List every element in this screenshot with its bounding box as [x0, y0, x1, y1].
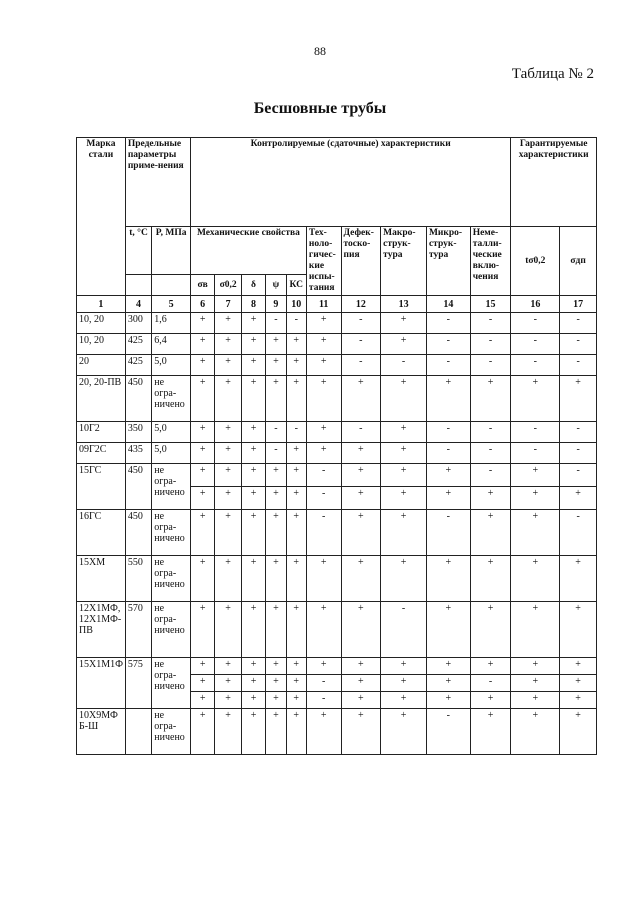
value-cell: -: [470, 464, 511, 487]
value-cell: +: [560, 487, 597, 510]
value-cell: +: [215, 602, 241, 658]
value-cell: -: [560, 355, 597, 376]
value-cell: -: [426, 355, 470, 376]
value-cell: +: [286, 355, 306, 376]
value-cell: +: [381, 692, 427, 709]
column-number: 1: [77, 296, 126, 313]
temperature-cell: [125, 709, 151, 755]
value-cell: +: [381, 376, 427, 422]
value-cell: +: [511, 510, 560, 556]
value-cell: +: [190, 658, 214, 675]
value-cell: +: [286, 510, 306, 556]
header-micro: Микро-струк-тура: [426, 227, 470, 296]
value-cell: +: [381, 709, 427, 755]
value-cell: +: [241, 334, 265, 355]
value-cell: +: [190, 376, 214, 422]
table-label: Таблица № 2: [511, 66, 594, 82]
value-cell: +: [266, 464, 286, 487]
value-cell: +: [241, 602, 265, 658]
table-row: [77, 510, 597, 556]
value-cell: +: [511, 709, 560, 755]
value-cell: +: [241, 376, 265, 422]
pressure-cell: не огра-ничено: [152, 556, 191, 602]
value-cell: +: [381, 334, 427, 355]
column-number: 15: [470, 296, 511, 313]
value-cell: +: [306, 422, 341, 443]
value-cell: -: [266, 422, 286, 443]
value-cell: +: [215, 422, 241, 443]
value-cell: +: [341, 443, 381, 464]
value-cell: -: [470, 675, 511, 692]
value-cell: -: [470, 334, 511, 355]
temperature-cell: 350: [125, 422, 151, 443]
column-number: 17: [560, 296, 597, 313]
value-cell: +: [470, 487, 511, 510]
value-cell: +: [266, 487, 286, 510]
temperature-cell: 450: [125, 510, 151, 556]
value-cell: +: [560, 556, 597, 602]
header-kc: КС: [286, 275, 306, 296]
value-cell: +: [306, 658, 341, 675]
value-cell: +: [341, 487, 381, 510]
value-cell: +: [190, 675, 214, 692]
value-cell: -: [470, 422, 511, 443]
table-row: [77, 709, 597, 755]
value-cell: +: [241, 692, 265, 709]
value-cell: +: [286, 602, 306, 658]
value-cell: +: [241, 510, 265, 556]
value-cell: -: [470, 355, 511, 376]
value-cell: -: [306, 464, 341, 487]
header-p-empty: [152, 275, 191, 296]
value-cell: +: [286, 709, 306, 755]
value-cell: -: [381, 355, 427, 376]
grade-cell: 16ГС: [77, 510, 126, 556]
temperature-cell: 450: [125, 464, 151, 510]
value-cell: +: [560, 658, 597, 675]
value-cell: +: [241, 675, 265, 692]
value-cell: +: [215, 487, 241, 510]
pressure-cell: 1,6: [152, 313, 191, 334]
value-cell: -: [266, 313, 286, 334]
value-cell: +: [470, 510, 511, 556]
value-cell: +: [266, 376, 286, 422]
table-row: [77, 355, 597, 376]
column-number: 14: [426, 296, 470, 313]
value-cell: +: [190, 422, 214, 443]
value-cell: +: [241, 443, 265, 464]
temperature-cell: 575: [125, 658, 151, 709]
value-cell: +: [266, 602, 286, 658]
table-row: [77, 313, 597, 334]
seamless-pipes-table: [76, 137, 597, 755]
grade-cell: 20: [77, 355, 126, 376]
header-p: P, МПа: [152, 227, 191, 275]
column-number: 8: [241, 296, 265, 313]
value-cell: +: [470, 658, 511, 675]
pressure-cell: 6,4: [152, 334, 191, 355]
value-cell: +: [241, 464, 265, 487]
value-cell: +: [190, 510, 214, 556]
value-cell: +: [341, 602, 381, 658]
value-cell: +: [241, 709, 265, 755]
value-cell: +: [286, 376, 306, 422]
value-cell: -: [511, 443, 560, 464]
column-number: 5: [152, 296, 191, 313]
column-number: 9: [266, 296, 286, 313]
value-cell: +: [341, 709, 381, 755]
value-cell: -: [560, 313, 597, 334]
value-cell: +: [470, 376, 511, 422]
value-cell: +: [381, 443, 427, 464]
value-cell: +: [286, 334, 306, 355]
value-cell: -: [511, 334, 560, 355]
value-cell: +: [511, 675, 560, 692]
value-cell: +: [286, 675, 306, 692]
value-cell: +: [560, 675, 597, 692]
value-cell: +: [190, 692, 214, 709]
grade-cell: 10, 20: [77, 334, 126, 355]
value-cell: -: [341, 355, 381, 376]
value-cell: -: [470, 443, 511, 464]
value-cell: +: [381, 556, 427, 602]
header-nonmetallic: Неме-талли-ческие вклю-чения: [470, 227, 511, 296]
temperature-cell: 425: [125, 355, 151, 376]
header-sigma-b: σв: [190, 275, 214, 296]
pressure-cell: не огра-ничено: [152, 464, 191, 510]
value-cell: +: [215, 675, 241, 692]
header-t: t, °C: [125, 227, 151, 275]
value-cell: -: [381, 602, 427, 658]
value-cell: +: [286, 487, 306, 510]
value-cell: +: [511, 376, 560, 422]
temperature-cell: 300: [125, 313, 151, 334]
value-cell: -: [426, 334, 470, 355]
pressure-cell: 5,0: [152, 355, 191, 376]
header-g1: tσ0,2: [511, 227, 560, 296]
value-cell: +: [215, 355, 241, 376]
value-cell: +: [190, 709, 214, 755]
column-number: 11: [306, 296, 341, 313]
grade-cell: 10Г2: [77, 422, 126, 443]
column-numbers-row: [77, 296, 597, 313]
value-cell: -: [286, 422, 306, 443]
value-cell: -: [511, 313, 560, 334]
value-cell: +: [560, 376, 597, 422]
value-cell: +: [241, 487, 265, 510]
header-g2: σдп: [560, 227, 597, 296]
table-row: [77, 376, 597, 422]
value-cell: +: [241, 556, 265, 602]
value-cell: -: [266, 443, 286, 464]
value-cell: +: [266, 692, 286, 709]
temperature-cell: 570: [125, 602, 151, 658]
header-mechanical: Механические свойства: [190, 227, 306, 275]
value-cell: +: [470, 692, 511, 709]
value-cell: -: [560, 464, 597, 487]
value-cell: +: [306, 355, 341, 376]
value-cell: -: [341, 422, 381, 443]
value-cell: +: [306, 443, 341, 464]
value-cell: +: [241, 355, 265, 376]
grade-cell: 12Х1МФ, 12Х1МФ-ПВ: [77, 602, 126, 658]
temperature-cell: 435: [125, 443, 151, 464]
value-cell: +: [381, 658, 427, 675]
temperature-cell: 550: [125, 556, 151, 602]
value-cell: +: [215, 313, 241, 334]
table-row: [77, 422, 597, 443]
header-psi: ψ: [266, 275, 286, 296]
value-cell: +: [426, 675, 470, 692]
table-row: [77, 334, 597, 355]
value-cell: +: [381, 464, 427, 487]
value-cell: +: [215, 556, 241, 602]
value-cell: -: [511, 422, 560, 443]
column-number: 10: [286, 296, 306, 313]
value-cell: +: [341, 464, 381, 487]
value-cell: +: [426, 376, 470, 422]
value-cell: +: [215, 510, 241, 556]
value-cell: +: [190, 464, 214, 487]
value-cell: +: [190, 355, 214, 376]
header-guaranteed: Гарантируемые характеристики: [511, 138, 597, 227]
grade-cell: 09Г2С: [77, 443, 126, 464]
pressure-cell: не огра-ничено: [152, 709, 191, 755]
value-cell: -: [426, 443, 470, 464]
value-cell: +: [190, 334, 214, 355]
value-cell: +: [266, 334, 286, 355]
grade-cell: 10, 20: [77, 313, 126, 334]
pressure-cell: не огра-ничено: [152, 602, 191, 658]
value-cell: -: [560, 443, 597, 464]
header-tech: Тех-ноло-гичес-кие испы-тания: [306, 227, 341, 296]
value-cell: +: [511, 692, 560, 709]
value-cell: +: [381, 313, 427, 334]
value-cell: +: [426, 487, 470, 510]
value-cell: +: [426, 464, 470, 487]
value-cell: +: [306, 334, 341, 355]
value-cell: +: [190, 487, 214, 510]
value-cell: +: [215, 334, 241, 355]
value-cell: +: [266, 510, 286, 556]
column-number: 4: [125, 296, 151, 313]
value-cell: +: [560, 709, 597, 755]
value-cell: +: [215, 692, 241, 709]
value-cell: +: [215, 464, 241, 487]
value-cell: -: [286, 313, 306, 334]
column-number: 7: [215, 296, 241, 313]
table-row: [77, 602, 597, 658]
value-cell: +: [426, 658, 470, 675]
grade-cell: 15Х1М1Ф: [77, 658, 126, 709]
value-cell: +: [286, 692, 306, 709]
value-cell: +: [190, 556, 214, 602]
value-cell: +: [306, 602, 341, 658]
value-cell: -: [426, 510, 470, 556]
value-cell: +: [341, 675, 381, 692]
value-cell: +: [306, 556, 341, 602]
value-cell: +: [341, 692, 381, 709]
value-cell: +: [190, 602, 214, 658]
header-controlled: Контролируемые (сдаточные) характеристики: [190, 138, 510, 227]
table-row: [77, 556, 597, 602]
value-cell: -: [426, 709, 470, 755]
value-cell: -: [470, 313, 511, 334]
table-row: [77, 658, 597, 675]
value-cell: +: [560, 692, 597, 709]
value-cell: +: [426, 556, 470, 602]
grade-cell: 10Х9МФ Б-Ш: [77, 709, 126, 755]
value-cell: +: [470, 556, 511, 602]
value-cell: +: [511, 556, 560, 602]
value-cell: -: [306, 692, 341, 709]
header-sigma-02: σ0,2: [215, 275, 241, 296]
value-cell: -: [560, 510, 597, 556]
column-number: 6: [190, 296, 214, 313]
value-cell: +: [190, 443, 214, 464]
value-cell: -: [560, 422, 597, 443]
header-macro: Макро-струк-тура: [381, 227, 427, 296]
column-number: 13: [381, 296, 427, 313]
value-cell: +: [266, 556, 286, 602]
value-cell: +: [470, 602, 511, 658]
value-cell: +: [341, 658, 381, 675]
value-cell: +: [511, 464, 560, 487]
value-cell: +: [511, 658, 560, 675]
value-cell: +: [266, 709, 286, 755]
value-cell: +: [381, 675, 427, 692]
value-cell: +: [241, 313, 265, 334]
table-row: [77, 443, 597, 464]
grade-cell: 20, 20-ПВ: [77, 376, 126, 422]
value-cell: +: [215, 443, 241, 464]
table-row: [77, 464, 597, 487]
value-cell: +: [266, 355, 286, 376]
header-defect: Дефек-тоско-пия: [341, 227, 381, 296]
value-cell: +: [306, 709, 341, 755]
value-cell: +: [426, 692, 470, 709]
value-cell: +: [241, 658, 265, 675]
document-title: Бесшовные трубы: [253, 100, 387, 117]
value-cell: -: [306, 675, 341, 692]
page-number: 88: [314, 44, 326, 58]
value-cell: +: [511, 487, 560, 510]
grade-cell: 15ХМ: [77, 556, 126, 602]
column-number: 12: [341, 296, 381, 313]
value-cell: +: [470, 709, 511, 755]
pressure-cell: 5,0: [152, 443, 191, 464]
value-cell: +: [381, 487, 427, 510]
value-cell: -: [511, 355, 560, 376]
value-cell: +: [426, 602, 470, 658]
value-cell: -: [426, 313, 470, 334]
value-cell: +: [560, 602, 597, 658]
temperature-cell: 425: [125, 334, 151, 355]
value-cell: -: [341, 334, 381, 355]
pressure-cell: не огра-ничено: [152, 510, 191, 556]
value-cell: +: [286, 464, 306, 487]
value-cell: +: [266, 675, 286, 692]
value-cell: -: [426, 422, 470, 443]
value-cell: +: [215, 709, 241, 755]
value-cell: +: [286, 443, 306, 464]
value-cell: +: [341, 376, 381, 422]
value-cell: +: [306, 376, 341, 422]
value-cell: +: [341, 556, 381, 602]
column-number: 16: [511, 296, 560, 313]
value-cell: +: [241, 422, 265, 443]
value-cell: +: [381, 510, 427, 556]
value-cell: +: [286, 658, 306, 675]
value-cell: +: [306, 313, 341, 334]
value-cell: +: [190, 313, 214, 334]
pressure-cell: не огра-ничено: [152, 658, 191, 709]
value-cell: +: [511, 602, 560, 658]
value-cell: -: [306, 510, 341, 556]
pressure-cell: 5,0: [152, 422, 191, 443]
value-cell: +: [286, 556, 306, 602]
header-t-empty: [125, 275, 151, 296]
value-cell: +: [215, 376, 241, 422]
header-limits: Предельные параметры приме-нения: [125, 138, 190, 227]
header-grade: Марка стали: [77, 138, 126, 296]
value-cell: +: [381, 422, 427, 443]
header-delta: δ: [241, 275, 265, 296]
value-cell: -: [306, 487, 341, 510]
pressure-cell: не огра-ничено: [152, 376, 191, 422]
value-cell: -: [341, 313, 381, 334]
value-cell: +: [215, 658, 241, 675]
grade-cell: 15ГС: [77, 464, 126, 510]
temperature-cell: 450: [125, 376, 151, 422]
value-cell: +: [341, 510, 381, 556]
value-cell: +: [266, 658, 286, 675]
value-cell: -: [560, 334, 597, 355]
